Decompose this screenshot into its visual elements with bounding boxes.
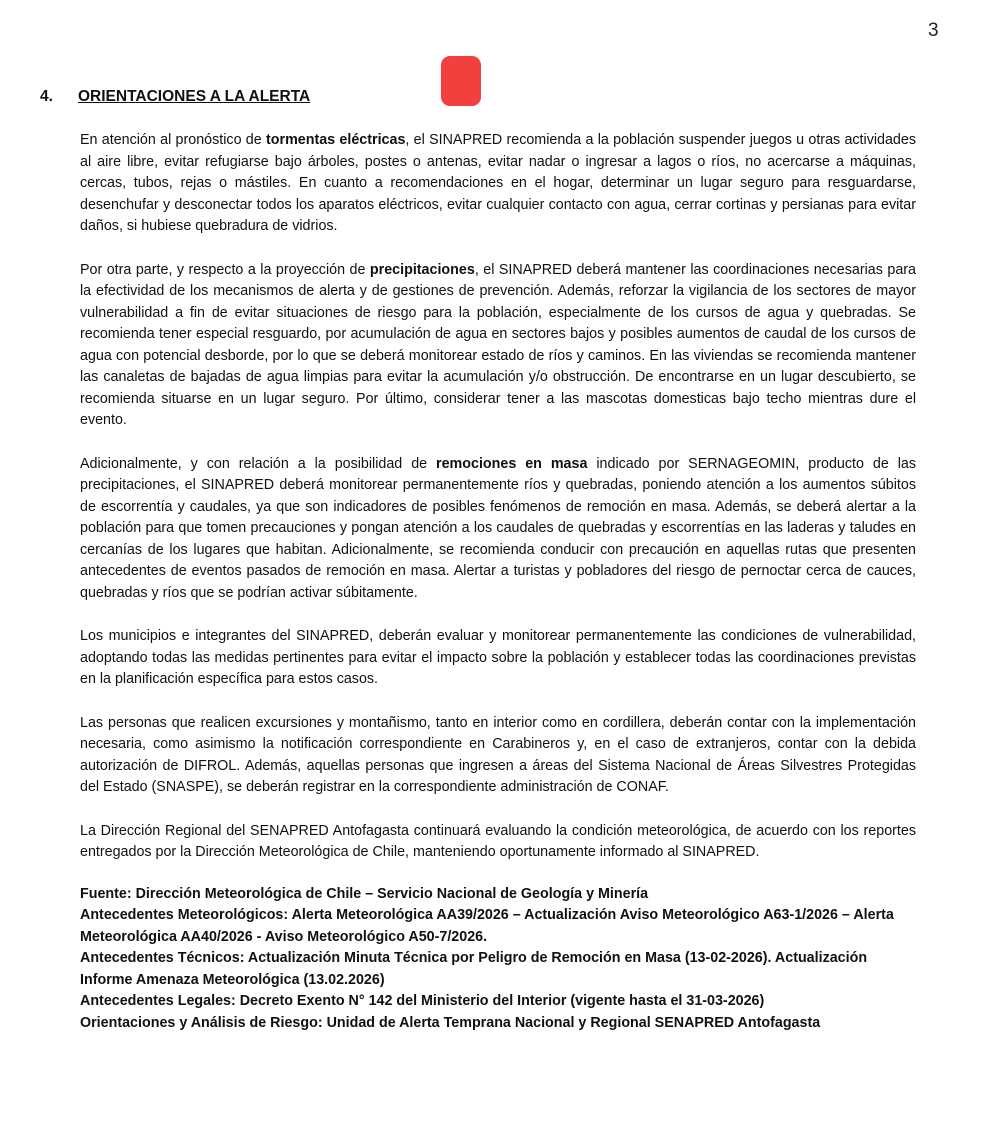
- paragraph-municipalities: Los municipios e integrantes del SINAPRED, deberán evaluar y monitorear permanentemente las condiciones de vulnerabilidad, adoptando todas las medidas pertinentes para evitar el impacto sobre la población y establecer todas las coordinaciones previstas en la planificación específica para estos casos.: [80, 628, 916, 687]
- paragraph-excursions: Las personas que realicen excursiones y montañismo, tanto en interior como en cordillera, deberán contar con la implementación necesaria, como asimismo la notificación correspondiente en Carabineros y, en el caso de extranjeros, contar con la debida autorización de DIFROL. Además, aquellas personas que ingresen a áreas del Sistema Nacional de Áreas Silvestres Protegidas del Estado (SNASPE), se deberán registrar en la correspondiente administración de CONAF.: [80, 714, 916, 795]
- paragraph-text: , el SINAPRED recomienda a la población suspender juegos u otras actividades al aire libre, evitar refugiarse bajo árboles, postes o antenas, evitar nadar o ingresar a lagos o ríos, no acercarse a máquinas, cercas, tubos, rejas o mástiles. En cuanto a recomendaciones en el hogar, determinar un lugar seguro para resguardarse, desenchufar y desconectar todos los aparatos eléctricos, evitar cualquier contacto con agua, cerrar cortinas y persianas para evitar daños, si hubiese quebradura de vidrios.: [80, 132, 916, 234]
- paragraph-precipitation: [80, 260, 916, 432]
- paragraph-regional-direction: La Dirección Regional del SENAPRED Antofagasta continuará evaluando la condición meteorológica, de acuerdo con los reportes entregados por la Dirección Meteorológica de Chile, manteniendo oportunamente informado al SINAPRED.: [80, 822, 916, 860]
- paragraph-thunderstorms: [80, 130, 916, 238]
- paragraph-mass-removal: [80, 454, 916, 605]
- document-body: [80, 130, 916, 1034]
- paragraph-keyword: remociones en masa: [436, 455, 588, 472]
- red-redaction-mark: [441, 56, 481, 106]
- paragraph-text: Por otra parte, y respecto a la proyección de: [80, 261, 370, 278]
- paragraph-text: , el SINAPRED deberá mantener las coordinaciones necesarias para la efectividad de los mecanismos de alerta y de gestiones de prevención. Además, reforzar la vigilancia de los sectores de mayor vulnerabilidad a fin de evitar situaciones de riesgo para la población, especialmente de los cursos de agua y quebradas. Se recomienda tener especial resguardo, por acumulación de agua en sectores bajos y posibles aumentos de caudal de los cursos de agua con potencial desborde, por lo que se deberá monitorear estado de ríos y caminos. En las viviendas se recomienda mantener las canaletas de bajadas de agua limpias para evitar la acumulación y/o obstrucción. De encontrarse en un lugar descubierto, se recomienda situarse en un lugar seguro. Por último, considerar tener a las mascotas domesticas bajo techo mientras dure el evento.: [80, 261, 916, 428]
- reference-meteorological: Antecedentes Meteorológicos: Alerta Meteorológica AA39/2026 – Actualización Aviso Meteorológico A63-1/2026 – Alerta Meteorológica AA40/2026 - Aviso Meteorológico A50-7/2026.: [80, 907, 894, 945]
- page-number: 3: [928, 20, 939, 41]
- paragraph-keyword: precipitaciones: [369, 261, 475, 278]
- references-block: [80, 884, 916, 1035]
- reference-technical: Antecedentes Técnicos: Actualización Minuta Técnica por Peligro de Remoción en Masa (13-02-2026). Actualización Informe Amenaza Meteorológica (13.02.2026): [80, 950, 868, 988]
- reference-source: Fuente: Dirección Meteorológica de Chile – Servicio Nacional de Geología y Minería: [80, 885, 649, 902]
- paragraph-keyword: tormentas eléctricas: [266, 132, 406, 148]
- reference-legal: Antecedentes Legales: Decreto Exento N° 142 del Ministerio del Interior (vigente hasta el 31-03-2026): [80, 993, 765, 1009]
- section-number: 4.: [40, 88, 53, 105]
- paragraph-text: En atención al pronóstico de: [80, 132, 267, 148]
- paragraph-text: indicado por SERNAGEOMIN, producto de las precipitaciones, el SINAPRED deberá monitorear permanentemente ríos y quebradas, poniendo atención a los aumentos súbitos de escorrentía y caudales, ya que son indicadores de posibles fenómenos de remoción en masa. Además, se deberá alertar a la población para que tomen precauciones y pongan atención a los caudales de quebradas y escorrentías en las laderas y taludes en cercanías de los lugares que habitan. Adicionalmente, se recomienda conducir con precaución en aquellas rutas que presenten antecedentes de eventos pasados de remoción en masa. Alertar a turistas y pobladores del riesgo de pernoctar cerca de cauces, quebradas y ríos que se podrían activar súbitamente.: [80, 455, 916, 601]
- section-title: ORIENTACIONES A LA ALERTA: [78, 88, 311, 105]
- section-heading: [40, 88, 310, 106]
- reference-risk-analysis: Orientaciones y Análisis de Riesgo: Unidad de Alerta Temprana Nacional y Regional SENAPRED Antofagasta: [80, 1014, 821, 1031]
- paragraph-text: Adicionalmente, y con relación a la posibilidad de: [80, 455, 437, 472]
